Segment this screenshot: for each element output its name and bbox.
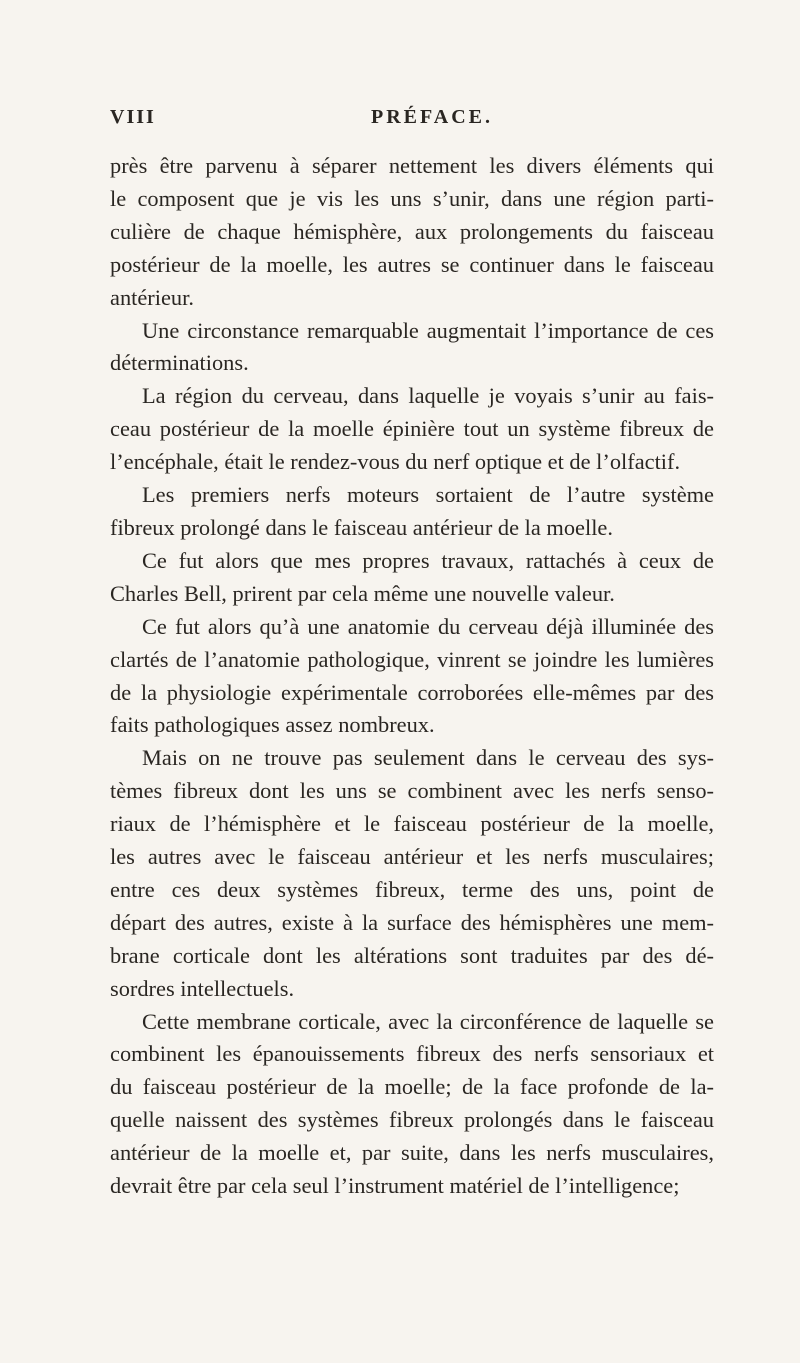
text-line: de la physiologie expérimentale corroborées elle-mêmes par des: [110, 679, 714, 705]
text-line: Mais on ne trouve pas seulement dans le cerveau des sys-: [142, 745, 714, 771]
text-line: Une circonstance remarquable augmentait l’importance de ces: [142, 317, 714, 343]
text-line: faits pathologiques assez nombreux.: [110, 712, 435, 738]
text-line: Charles Bell, prirent par cela même une nouvelle valeur.: [110, 580, 615, 606]
running-title: PRÉFACE.: [371, 106, 493, 128]
text-line: Cette membrane corticale, avec la circonférence de laquelle se: [142, 1008, 714, 1034]
text-line: combinent les épanouissements fibreux des nerfs sensoriaux et: [110, 1041, 714, 1067]
text-line: l’encéphale, était le rendez-vous du nerf optique et de l’olfactif.: [110, 449, 681, 475]
paragraph: [110, 150, 714, 315]
text-line: le composent que je vis les uns s’unir, dans une région parti-: [110, 185, 714, 211]
paragraph: [110, 545, 714, 611]
text-line: Ce fut alors qu’à une anatomie du cerveau déjà illuminée des: [142, 613, 714, 639]
text-line: riaux de l’hémisphère et le faisceau postérieur de la moelle,: [110, 811, 714, 837]
text-line: quelle naissent des systèmes fibreux prolongés dans le faisceau: [110, 1107, 714, 1133]
text-line: sordres intellectuels.: [110, 975, 295, 1001]
text-line: départ des autres, existe à la surface des hémisphères une mem-: [110, 909, 714, 935]
text-line: ceau postérieur de la moelle épinière tout un système fibreux de: [110, 416, 714, 442]
text-line: les autres avec le faisceau antérieur et les nerfs musculaires;: [110, 844, 714, 870]
text-line: près être parvenu à séparer nettement les divers éléments qui: [110, 153, 714, 178]
text-line: Ce fut alors que mes propres travaux, rattachés à ceux de: [142, 547, 714, 573]
text-line: du faisceau postérieur de la moelle; de la face profonde de la-: [110, 1074, 714, 1100]
text-line: La région du cerveau, dans laquelle je voyais s’unir au fais-: [142, 383, 714, 409]
text-line: antérieur de la moelle et, par suite, dans les nerfs musculaires,: [110, 1140, 714, 1166]
paragraph: [110, 611, 714, 743]
text-line: fibreux prolongé dans le faisceau antérieur de la moelle.: [110, 514, 613, 540]
running-head: [110, 106, 710, 136]
paragraph: [110, 479, 714, 545]
body-text: [110, 150, 714, 1203]
text-line: brane corticale dont les altérations sont traduites par des dé-: [110, 942, 714, 968]
text-line: postérieur de la moelle, les autres se continuer dans le faisceau: [110, 251, 714, 277]
paragraph: [110, 380, 714, 479]
page-number: VIII: [110, 106, 156, 128]
text-line: Les premiers nerfs moteurs sortaient de l’autre système: [142, 482, 714, 508]
text-line: déterminations.: [110, 350, 249, 376]
text-line: clartés de l’anatomie pathologique, vinrent se joindre les lumières: [110, 646, 714, 672]
text-line: devrait être par cela seul l’instrument matériel de l’intelligence;: [110, 1173, 680, 1199]
paragraph: [110, 315, 714, 381]
text-line: antérieur.: [110, 284, 194, 310]
text-line: culière de chaque hémisphère, aux prolongements du faisceau: [110, 218, 714, 244]
text-line: entre ces deux systèmes fibreux, terme des uns, point de: [110, 876, 714, 902]
paragraph: [110, 742, 714, 1005]
paragraph: [110, 1006, 714, 1203]
text-line: tèmes fibreux dont les uns se combinent avec les nerfs senso-: [110, 778, 714, 804]
